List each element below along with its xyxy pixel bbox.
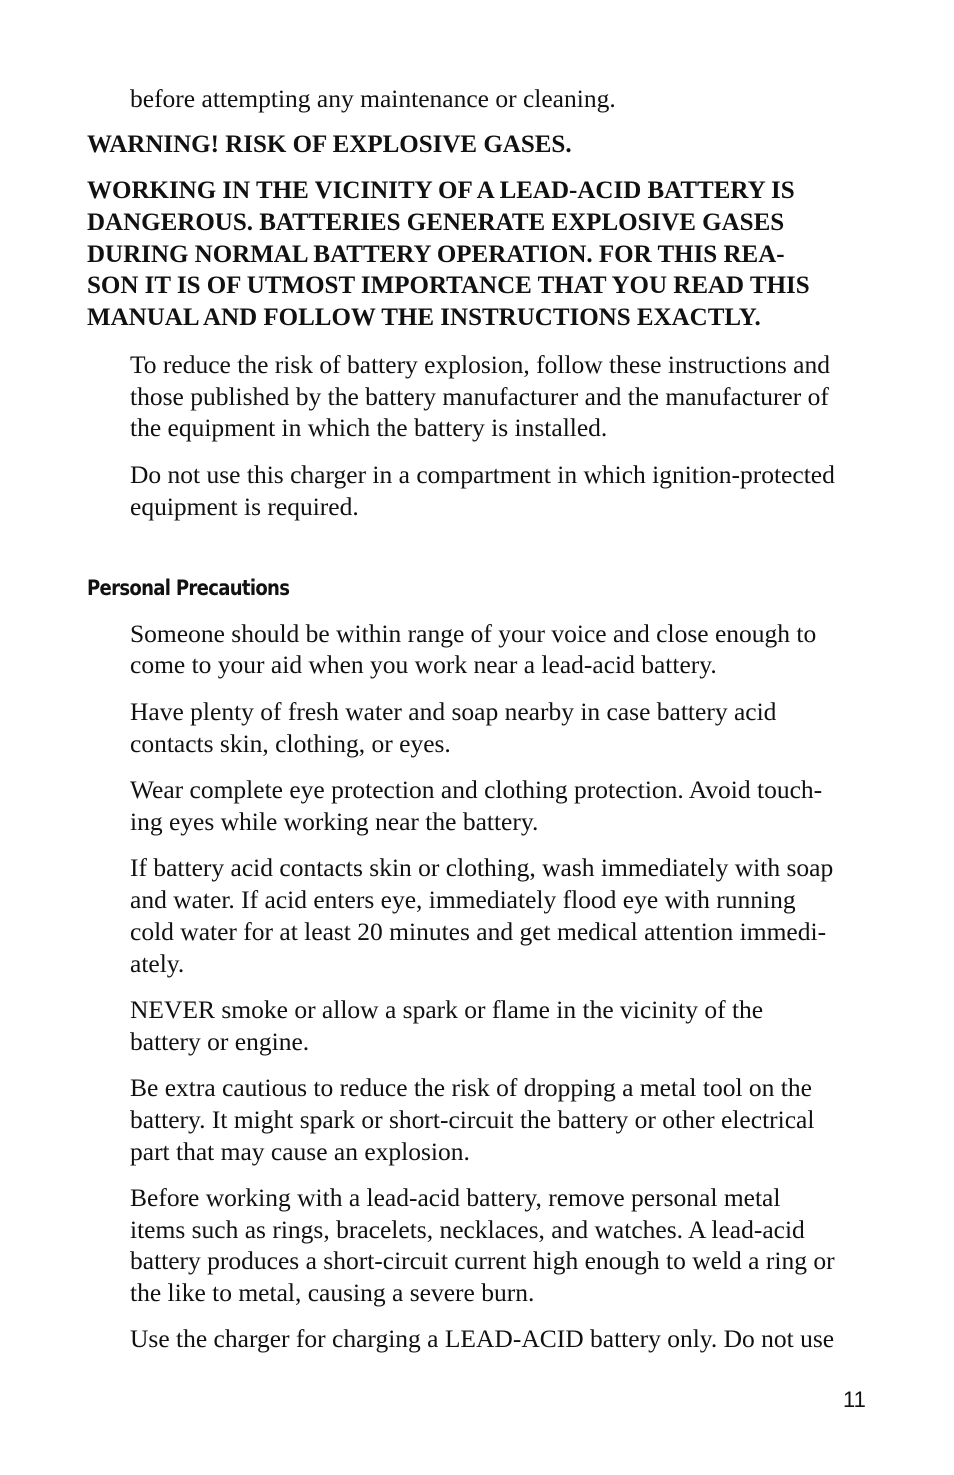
text-line: before attempting any maintenance or cleaning.	[130, 84, 616, 113]
text-line: and water. If acid enters eye, immediately flood eye with running	[130, 885, 796, 914]
text-line: battery produces a short-circuit current high enough to weld a ring or	[130, 1246, 835, 1275]
text-line: To reduce the risk of battery explosion, follow these instructions and	[130, 350, 831, 379]
text-line: contacts skin, clothing, or eyes.	[130, 729, 451, 758]
warning-heading: WARNING! RISK OF EXPLOSIVE GASES.	[87, 131, 572, 158]
text-line: battery. It might spark or short-circuit the battery or other electrical	[130, 1105, 815, 1134]
text-line: cold water for at least 20 minutes and get medical attention immedi-	[130, 917, 827, 946]
text-line: NEVER smoke or allow a spark or flame in the vicinity of the	[130, 995, 764, 1024]
text-line: Someone should be within range of your voice and close enough to	[130, 619, 817, 648]
text-line: Before working with a lead-acid battery, remove personal metal	[130, 1183, 781, 1212]
text-line: items such as rings, bracelets, necklaces, and watches. A lead-acid	[130, 1215, 805, 1244]
text-line: the like to metal, causing a severe burn.	[130, 1278, 535, 1307]
text-line: If battery acid contacts skin or clothing, wash immediately with soap	[130, 853, 834, 882]
warning-text-line: WORKING IN THE VICINITY OF A LEAD-ACID BATTERY IS	[87, 177, 795, 204]
text-line: the equipment in which the battery is installed.	[130, 413, 608, 442]
page-number: 11	[843, 1387, 866, 1412]
text-line: Wear complete eye protection and clothing protection. Avoid touch-	[130, 775, 823, 804]
warning-text-line: MANUAL AND FOLLOW THE INSTRUCTIONS EXACTLY.	[87, 304, 761, 331]
text-line: come to your aid when you work near a lead-acid battery.	[130, 650, 717, 679]
text-line: equipment is required.	[130, 492, 359, 521]
warning-text-line: DANGEROUS. BATTERIES GENERATE EXPLOSIVE GASES	[87, 209, 785, 236]
section-heading: Personal Precautions	[87, 576, 290, 600]
text-line: Be extra cautious to reduce the risk of dropping a metal tool on the	[130, 1073, 812, 1102]
text-line: ately.	[130, 949, 185, 978]
warning-text-line: DURING NORMAL BATTERY OPERATION. FOR THIS REA-	[87, 241, 785, 268]
text-line: Do not use this charger in a compartment in which ignition-protected	[130, 460, 835, 489]
text-line: Use the charger for charging a LEAD-ACID battery only. Do not use	[130, 1324, 835, 1353]
warning-text-line: SON IT IS OF UTMOST IMPORTANCE THAT YOU READ THIS	[87, 272, 810, 299]
text-line: battery or engine.	[130, 1027, 310, 1056]
text-line: part that may cause an explosion.	[130, 1137, 470, 1166]
text-line: Have plenty of fresh water and soap nearby in case battery acid	[130, 697, 777, 726]
text-line: those published by the battery manufacturer and the manufacturer of	[130, 382, 829, 411]
text-line: ing eyes while working near the battery.	[130, 807, 539, 836]
